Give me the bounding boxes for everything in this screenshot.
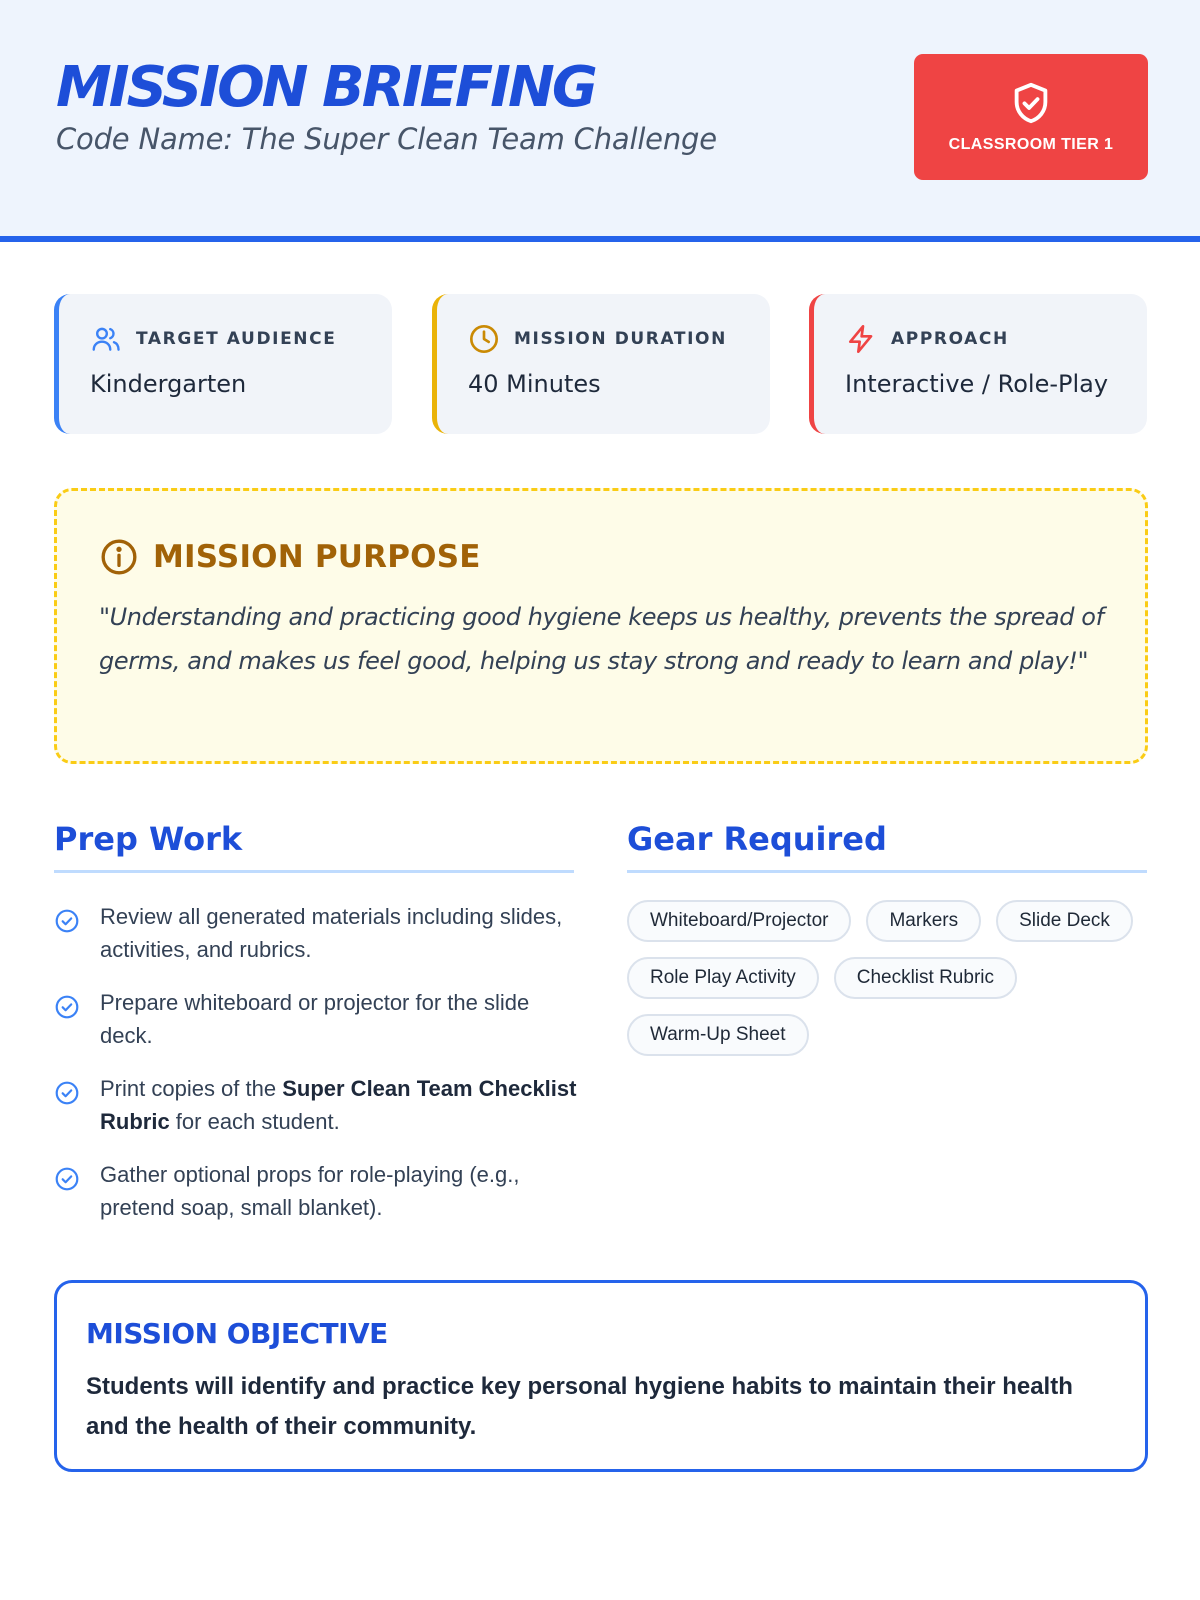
- shield-check-icon: [1008, 80, 1054, 126]
- clock-icon: [468, 323, 500, 355]
- list-item: Gather optional props for role-playing (e.g., pretend soap, small blanket).: [54, 1158, 584, 1224]
- check-circle-icon: [54, 1166, 80, 1192]
- lightning-icon: [845, 323, 877, 355]
- tier-badge: [914, 54, 1148, 180]
- mission-objective-text: Students will identify and practice key personal hygiene habits to maintain their health and the health of their community.: [86, 1373, 1073, 1440]
- gear-chip: Checklist Rubric: [834, 957, 1017, 999]
- gear-chip: Role Play Activity: [627, 957, 819, 999]
- gear-required-heading: Gear Required: [627, 820, 887, 858]
- tier-badge-label: CLASSROOM TIER 1: [948, 136, 1114, 153]
- info-card-label: MISSION DURATION: [514, 329, 727, 349]
- mission-purpose-text: "Understanding and practicing good hygiene keeps us healthy, prevents the spread of germs, and makes us feel good, helping us stay strong and ready to learn and play!": [99, 603, 1104, 675]
- gear-chip: Markers: [866, 900, 981, 942]
- page-subtitle: Code Name: The Super Clean Team Challenge: [56, 122, 717, 156]
- gear-chip: Whiteboard/Projector: [627, 900, 851, 942]
- check-circle-icon: [54, 1080, 80, 1106]
- prep-work-divider: [54, 870, 574, 873]
- info-card-label: APPROACH: [891, 329, 1009, 349]
- mission-purpose-title: MISSION PURPOSE: [153, 539, 481, 575]
- users-icon: [90, 323, 122, 355]
- mission-objective-title: MISSION OBJECTIVE: [86, 1317, 388, 1350]
- prep-work-list: [54, 900, 584, 1244]
- mission-purpose-box: [54, 488, 1148, 764]
- info-icon: [99, 537, 139, 577]
- page-title: MISSION BRIEFING: [56, 55, 595, 120]
- gear-chip-list: [627, 900, 1167, 1056]
- check-circle-icon: [54, 908, 80, 934]
- gear-required-divider: [627, 870, 1147, 873]
- check-circle-icon: [54, 994, 80, 1020]
- info-card-approach: [809, 294, 1147, 434]
- info-card-value: Interactive / Role-Play: [845, 370, 1109, 398]
- gear-chip: Warm-Up Sheet: [627, 1014, 809, 1056]
- gear-chip: Slide Deck: [996, 900, 1133, 942]
- info-card-value: Kindergarten: [90, 370, 247, 398]
- info-card-mission-duration: [432, 294, 770, 434]
- prep-work-heading: Prep Work: [54, 820, 243, 858]
- list-item: Prepare whiteboard or projector for the slide deck.: [54, 986, 584, 1052]
- info-card-target-audience: [54, 294, 392, 434]
- list-item: Print copies of the Super Clean Team Checklist Rubric for each student.: [54, 1072, 584, 1138]
- info-card-value: 40 Minutes: [468, 370, 601, 398]
- mission-objective-box: [54, 1280, 1148, 1472]
- info-card-label: TARGET AUDIENCE: [136, 329, 337, 349]
- header: [0, 0, 1200, 242]
- list-item: Review all generated materials including slides, activities, and rubrics.: [54, 900, 584, 966]
